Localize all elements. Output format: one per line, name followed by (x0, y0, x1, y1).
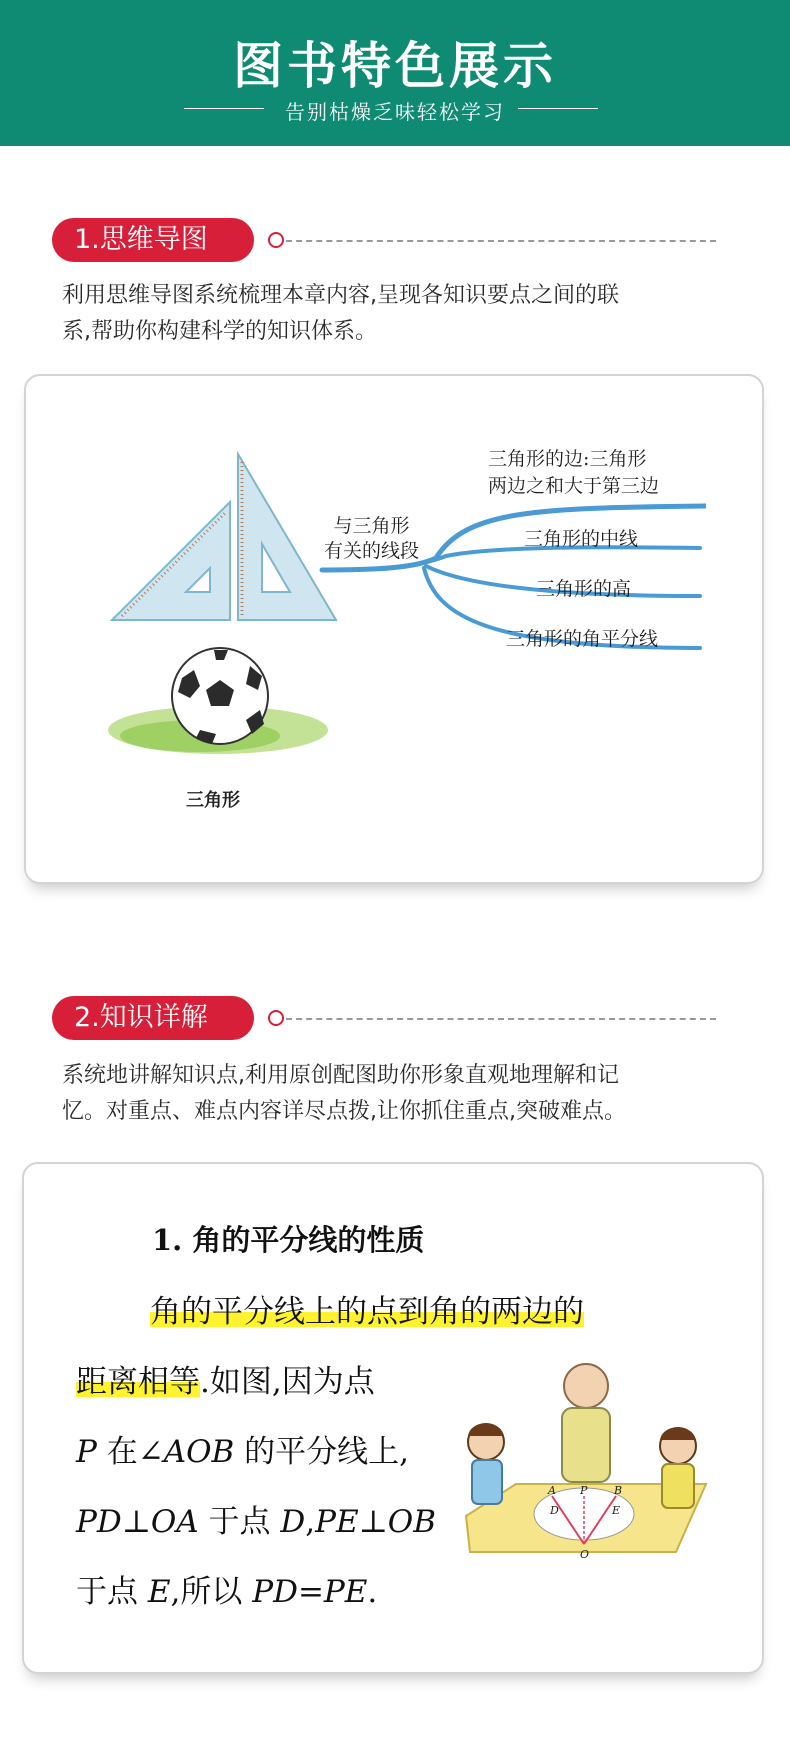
math-symbol: P (76, 1434, 97, 1470)
figure-label-d: D (550, 1504, 559, 1517)
math-symbol: PD (252, 1574, 298, 1610)
plain-text: 在∠ (96, 1434, 164, 1470)
math-symbol: E (147, 1574, 171, 1610)
page-subtitle: 告别枯燥乏味轻松学习 (285, 100, 505, 124)
section-description (62, 278, 730, 350)
center-node-line: 与三角形 (333, 515, 410, 537)
figure-label-b: B (614, 1484, 623, 1497)
plain-text: , (305, 1504, 316, 1540)
figure-label-a: A (548, 1484, 556, 1497)
math-symbol: OA (150, 1504, 199, 1540)
knowledge-line-5 (76, 1566, 377, 1611)
plain-text: 于点 (76, 1574, 148, 1610)
subtitle-rule-right (518, 108, 598, 109)
highlighted-text: 角的平分线上的点到角的两边的 (150, 1294, 584, 1330)
section-marker-dot (268, 232, 284, 248)
plain-text: = (297, 1574, 324, 1610)
knowledge-line-1 (150, 1286, 584, 1331)
math-symbol: PE (315, 1504, 359, 1540)
section-divider (286, 240, 716, 242)
center-node-line: 有关的线段 (324, 540, 420, 562)
description-line: 系,帮助你构建科学的知识体系。 (62, 319, 377, 344)
header-banner (0, 0, 790, 146)
math-symbol: PE (323, 1574, 368, 1610)
mindmap-caption: 三角形 (186, 790, 240, 811)
section-divider (286, 1018, 716, 1020)
plain-text: . (367, 1574, 378, 1610)
plain-text: ,所以 (170, 1574, 253, 1610)
math-symbol: OB (387, 1504, 436, 1540)
teacher-figure (564, 1364, 608, 1408)
section-tag-mindmap: 1.思维导图 (52, 218, 254, 262)
plain-text: ⊥ (358, 1504, 388, 1540)
mindmap-branch-angle-bisector: 三角形的角平分线 (506, 628, 659, 650)
mindmap-branch-sides (488, 446, 659, 500)
section-marker-dot (268, 1010, 284, 1026)
branch-label-line: 两边之和大于第三边 (488, 475, 660, 497)
page-title: 图书特色展示 (233, 37, 557, 95)
figure-label-o: O (580, 1548, 590, 1561)
figure-label-p: P (580, 1484, 588, 1497)
knowledge-line-3 (76, 1426, 409, 1471)
section-tag-knowledge: 2.知识详解 (52, 996, 254, 1040)
math-symbol: PD (76, 1504, 122, 1540)
math-symbol: AOB (163, 1434, 235, 1470)
description-line: 忆。对重点、难点内容详尽点拨,让你抓住重点,突破难点。 (62, 1099, 626, 1124)
branch-label-line: 三角形的边:三角形 (488, 448, 647, 470)
plain-text: ⊥ (121, 1504, 151, 1540)
plain-text: 于点 (198, 1504, 281, 1540)
mindmap-branch-altitude: 三角形的高 (536, 578, 632, 600)
highlighted-text: 距离相等 (76, 1364, 200, 1400)
plain-text: .如图,因为点 (200, 1364, 375, 1400)
description-line: 系统地讲解知识点,利用原创配图助你形象直观地理解和记 (62, 1063, 619, 1088)
section-description (62, 1058, 730, 1130)
mindmap-center-node (324, 514, 419, 564)
mindmap-branch-median: 三角形的中线 (524, 528, 639, 550)
figure-label-e: E (612, 1504, 621, 1517)
set-square-left (112, 502, 230, 620)
angle-bisector-illustration (456, 1356, 716, 1562)
plain-text: 的平分线上, (234, 1434, 410, 1470)
knowledge-title: 1. 角的平分线的性质 (152, 1223, 425, 1257)
math-symbol: D (280, 1504, 306, 1540)
knowledge-line-2 (76, 1356, 375, 1401)
description-line: 利用思维导图系统梳理本章内容,呈现各知识要点之间的联 (62, 283, 619, 308)
knowledge-line-4 (76, 1496, 436, 1541)
